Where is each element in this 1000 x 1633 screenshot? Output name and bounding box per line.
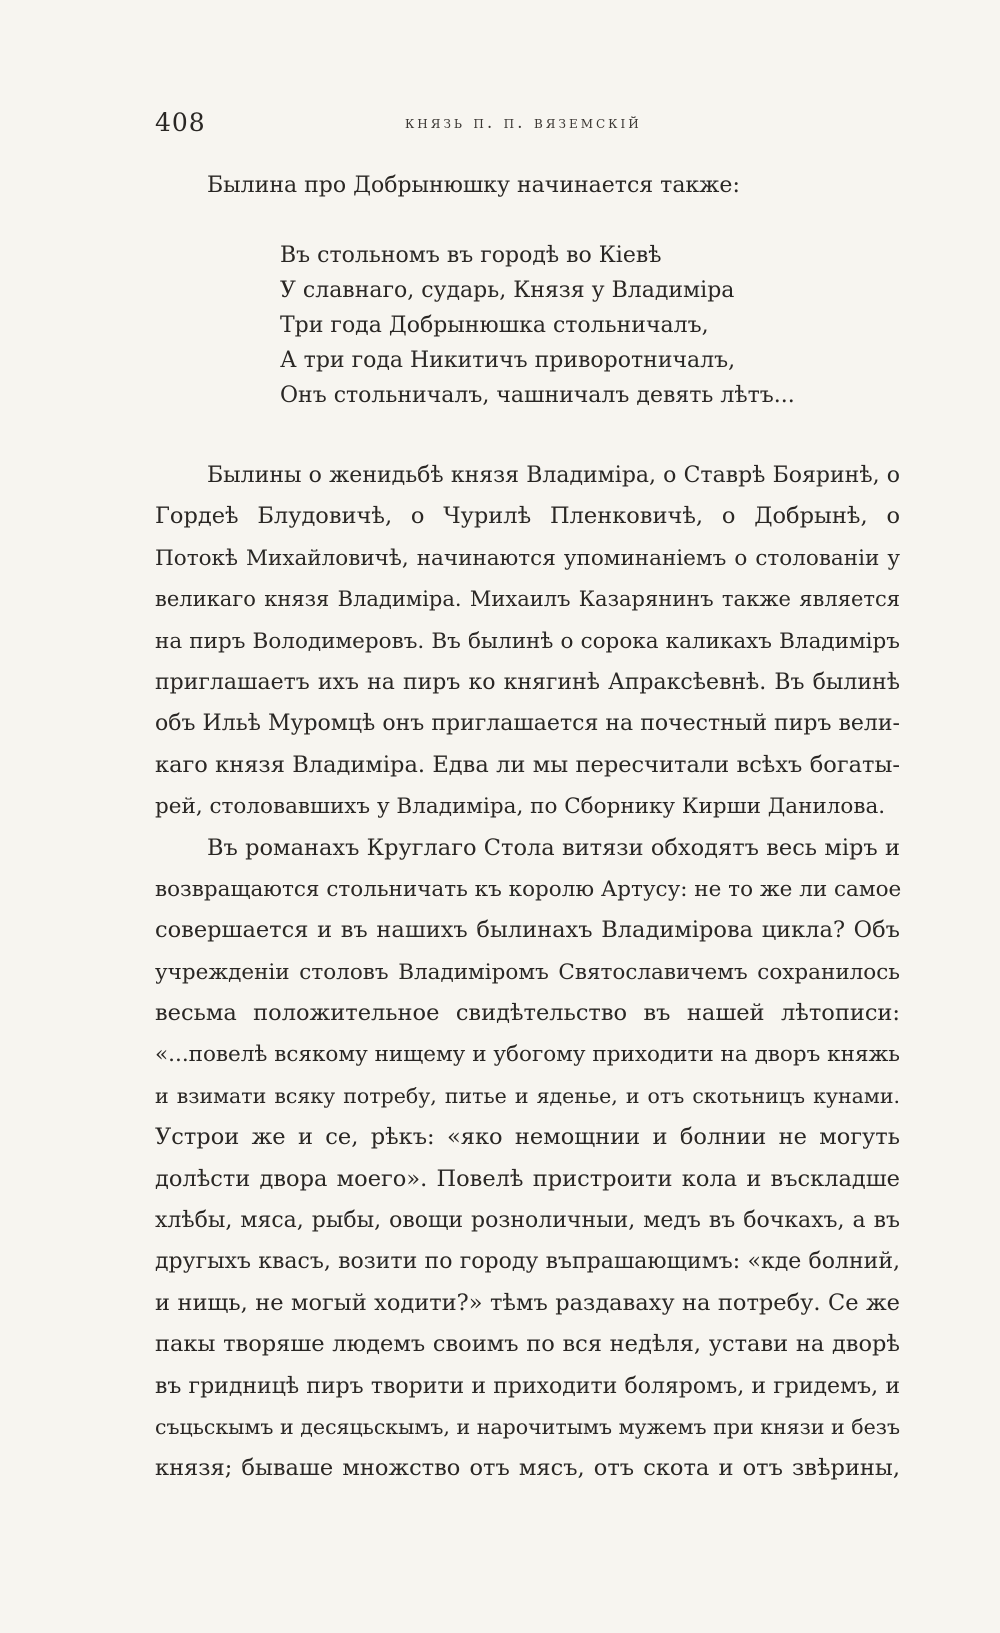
text-line: хлѣбы, мяса, рыбы, овощи розноличныи, медъ въ бочкахъ, а въ [155,1208,900,1234]
text-line: Въ романахъ Круглаго Стола витязи обходятъ весь міръ и [207,834,900,861]
text-line: каго князя Владиміра. Едва ли мы пересчитали всѣхъ богаты- [155,751,900,778]
text-line: «...повелѣ всякому нищему и убогому приходити на дворъ княжь [155,1042,900,1068]
verse-line: Онъ стольничалъ, чашничалъ девять лѣтъ... [280,383,795,408]
text-line: великаго князя Владиміра. Михаилъ Казарянинъ также является [155,587,900,612]
text-line: князя; бываше множство отъ мясъ, отъ скота и отъ звѣрины, [155,1455,900,1482]
text-line: Гордеѣ Блудовичѣ, о Чурилѣ Пленковичѣ, о Добрынѣ, о [155,503,900,530]
paragraph-2 [155,828,900,1490]
intro-line: Былина про Добрынюшку начинается также: [207,173,740,198]
text-line: съцьскымъ и десяцьскымъ, и нарочитымъ мужемъ при князи и безъ [155,1414,900,1439]
body-text [155,455,900,1490]
page-number: 408 [155,108,206,137]
text-line: возвращаются стольничать къ королю Артусу: не то же ли самое [155,876,902,902]
text-line: и взимати всяку потребу, питье и яденье, и отъ скотьницъ кунами. [155,1083,900,1108]
verse-block [280,238,795,413]
paragraph-1 [155,455,900,828]
page-header [155,108,895,144]
text-line: Устрои же и се, рѣкъ: «яко немощнии и болнии не могуть [155,1124,900,1151]
running-title: князь п. п. вяземскій [405,113,642,133]
text-line: весьма положительное свидѣтельство въ нашей лѣтописи: [155,1000,900,1027]
verse-line: Три года Добрынюшка стольничалъ, [280,313,709,338]
text-line: Былины о женидьбѣ князя Владиміра, о Ставрѣ Бояринѣ, о [207,463,900,488]
text-line: другыхъ квасъ, возити по городу въпрашающимъ: «кде болний, [155,1249,900,1275]
text-line: пакы творяше людемъ своимъ по вся недѣля, устави на дворѣ [155,1331,900,1358]
text-line: приглашаетъ ихъ на пиръ ко княгинѣ Апраксѣевнѣ. Въ былинѣ [155,669,900,695]
verse-line: У славнаго, сударь, Князя у Владиміра [280,278,735,303]
text-line: рей, столовавшихъ у Владиміра, по Сборнику Кирши Данилова. [155,794,886,820]
text-line: Потокѣ Михайловичѣ, начинаются упоминаніемъ о столованіи у [155,545,900,571]
text-line: совершается и въ нашихъ былинахъ Владимірова цикла? Объ [155,917,900,944]
text-line: на пиръ Володимеровъ. Въ былинѣ о сорока каликахъ Владиміръ [155,628,900,654]
text-line: и нищь, не могый ходити?» тѣмъ раздаваху на потребу. Се же [155,1289,900,1316]
text-line: учрежденіи столовъ Владиміромъ Святославичемъ сохранилось [155,959,900,985]
verse-line: Въ стольномъ въ городѣ во Кіевѣ [280,243,662,268]
verse-line: А три года Никитичъ приворотничалъ, [280,348,736,373]
text-line: объ Ильѣ Муромцѣ онъ приглашается на почестный пиръ вели- [155,711,900,737]
text-line: въ гридницѣ пиръ творити и приходити боляромъ, и гридемъ, и [155,1373,900,1399]
text-line: долѣсти двора моего». Повелѣ пристроити кола и въскладше [155,1165,900,1192]
